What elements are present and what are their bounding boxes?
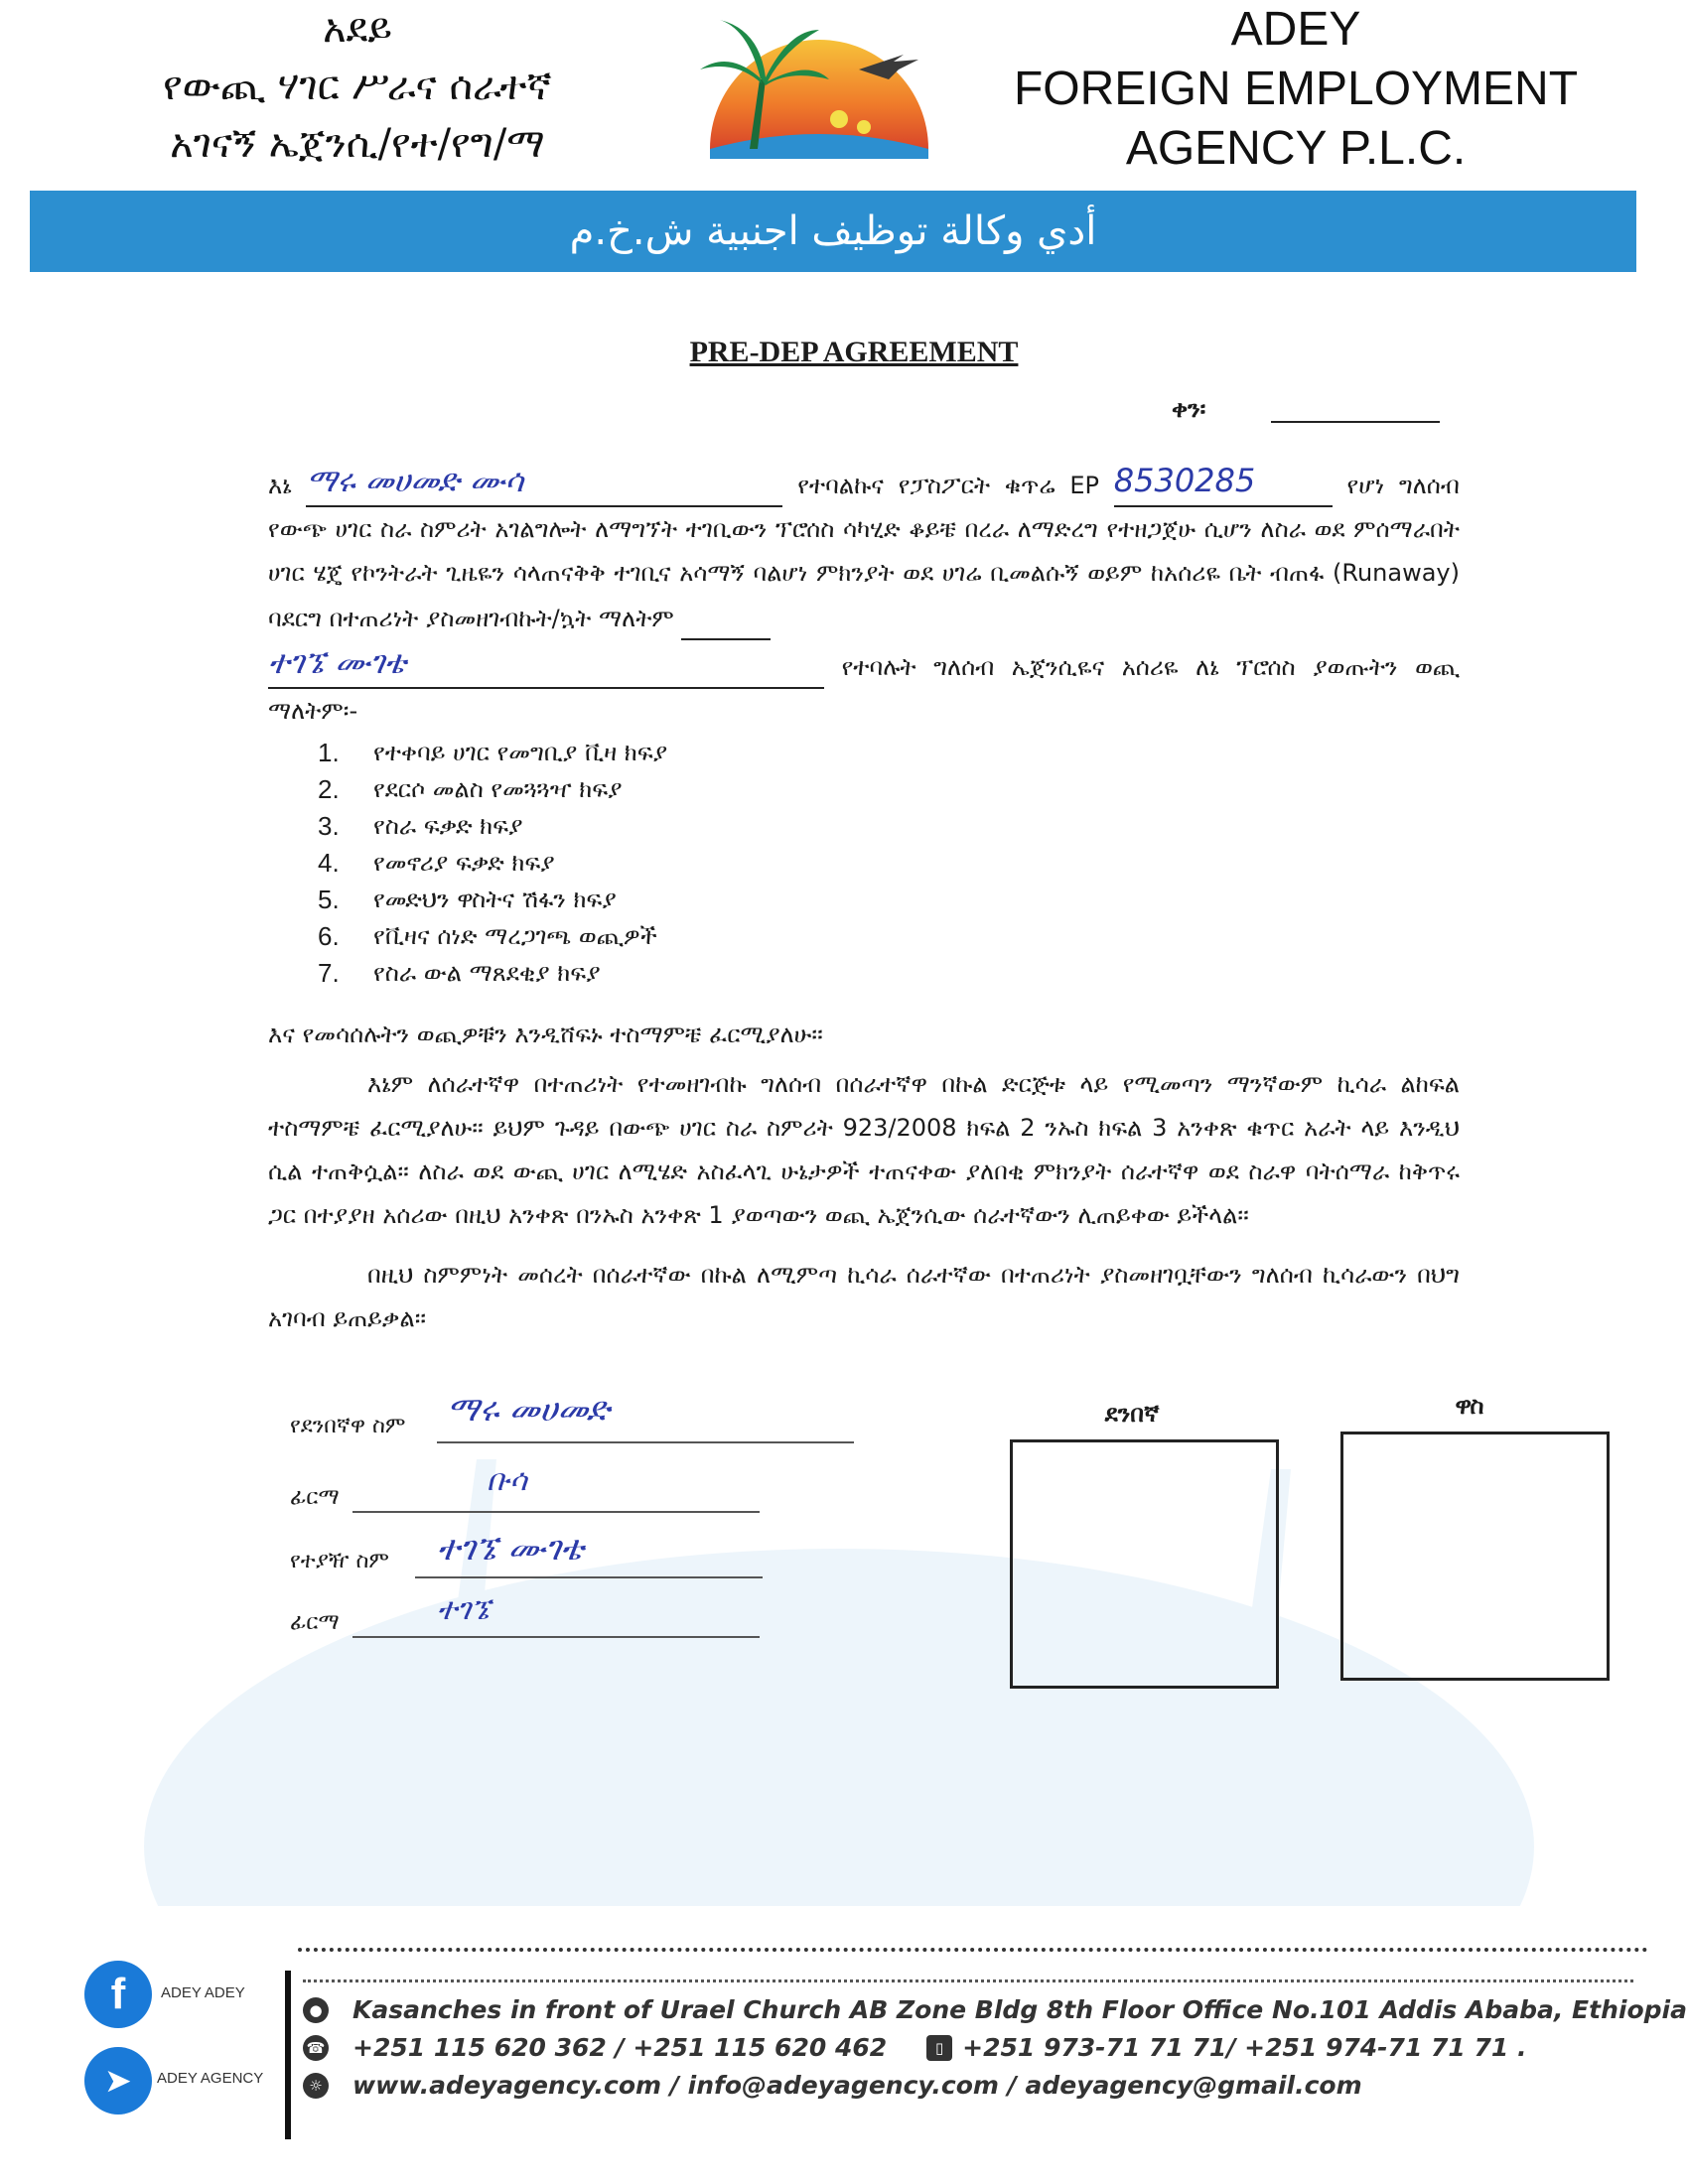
cost-items-list — [318, 735, 667, 992]
agency-name-english — [978, 0, 1614, 179]
list-item — [318, 771, 667, 808]
item-number: 2. — [318, 774, 340, 804]
footer-web-row — [303, 2071, 1362, 2100]
client-signature-line — [352, 1511, 760, 1513]
client-name-handwritten: ማሩ መሀመድ — [447, 1390, 611, 1430]
list-item — [318, 845, 667, 882]
item-text: የቪዛና ሰነድ ማረጋገጫ ወጪዎች — [373, 922, 657, 950]
telegram-handle: ADEY AGENCY — [157, 2070, 264, 2087]
client-signature-handwritten: ቡሳ — [487, 1463, 527, 1498]
intro-body: የሆነ ግለሰብ የውጭ ሀገር ስራ ስምሪት አገልግሎት ለማግኘት ተገቢውን ፕሮሰስ ሳካሂድ ቆይቼ በረራ ለማድረግ የተዘጋጀሁ ሲሆን ለስራ ወደ ምሰማራበት ሀገር ሄጄ የኮንትራት ጊዜዬን ሳላጠናቅቅ ተገቢና አሳማኝ ባልሆነ ምክንያት ወደ ሀገሬ ቢመልሱኝ ወይም ከአሰሪዬ ቤት ብጠፋ (Runaway) ባደርግ በተጠሪነት ያስመዘገብኩት/ኳት ማለትም — [268, 472, 1460, 632]
item-text: የተቀባይ ሀገር የመግቢያ ቪዛ ክፍያ — [373, 739, 668, 766]
footer-divider — [298, 1948, 1648, 1952]
worker-name-field — [306, 459, 782, 507]
list-item — [318, 882, 667, 918]
guarantor-signature-line — [352, 1636, 760, 1638]
footer-vertical-bar — [285, 1971, 291, 2139]
footer-divider-inner — [303, 1979, 1633, 1982]
list-item — [318, 955, 667, 992]
footer-phones: +251 115 620 362 / +251 115 620 462 — [352, 2033, 888, 2062]
facebook-icon[interactable]: f — [84, 1961, 152, 2028]
amharic-line-3: አገናኝ ኤጀንሲ/የተ/የግ/ማ — [170, 121, 545, 167]
date-label: ቀን፡ — [1172, 395, 1206, 423]
client-name-label: የደንበኛዋ ስም — [290, 1414, 406, 1438]
intro-body-2: የተባሉት ግለሰብ ኤጀንሲዬና አሰሪዬ ለኔ ፕሮሰስ ያወጡትን ወጪ ማለትም፡- — [268, 653, 1460, 725]
phone-icon: ☎ — [303, 2035, 329, 2061]
guarantor-name-line — [415, 1576, 763, 1578]
footer-address-row — [303, 1995, 1687, 2024]
footer-mobiles: +251 973-71 71 71/ +251 974-71 71 71 . — [962, 2033, 1527, 2062]
client-signature-label: ፊርማ — [290, 1485, 340, 1510]
guarantor-signature-label: ፊርማ — [290, 1610, 340, 1635]
telegram-icon[interactable]: ➤ — [84, 2047, 152, 2115]
intro-after-name: የተባልኩና የፓስፖርት ቁጥሬ EP — [797, 472, 1099, 499]
guarantor-photo-box — [1340, 1432, 1610, 1681]
palm-sunset-logo — [690, 0, 948, 189]
facebook-handle: ADEY ADEY — [161, 1984, 245, 2001]
item-text: የስራ ውል ማጸደቂያ ክፍያ — [373, 959, 601, 987]
item-number: 3. — [318, 811, 340, 841]
intro-prefix: እኔ — [268, 472, 292, 499]
arabic-name-text: أدي وكالة توظيف اجنبية ش.خ.م — [569, 208, 1097, 254]
amharic-line-1: አደይ — [323, 6, 392, 52]
worker-name-handwritten: ማሩ መሀመድ ሙሳ — [306, 462, 524, 499]
client-photo-label: ደንበኛ — [1104, 1400, 1160, 1428]
item-number: 5. — [318, 885, 340, 914]
english-line-1: ADEY — [1230, 3, 1361, 56]
list-item — [318, 918, 667, 955]
guarantor-photo-label: ዋስ — [1455, 1392, 1484, 1420]
guarantor-field — [268, 640, 824, 689]
document-title: PRE-DEP AGREEMENT — [689, 336, 1019, 368]
item-text: የስራ ፍቃድ ክፍያ — [373, 812, 523, 840]
item-text: የመኖሪያ ፍቃድ ክፍያ — [373, 849, 555, 877]
guarantor-name-handwritten: ተገኜ ሙገቴ — [437, 1529, 584, 1569]
footer-address: Kasanches in front of Urael Church AB Zone Bldg 8th Floor Office No.101 Addis Ababa, Ethiopia — [352, 1995, 1687, 2024]
agency-name-amharic — [60, 0, 655, 173]
passport-handwritten: 8530285 — [1113, 462, 1256, 499]
item-number: 6. — [318, 921, 340, 951]
guarantor-name-label: የተያዥ ስም — [290, 1549, 389, 1573]
footer-phone-row — [303, 2033, 1527, 2062]
client-name-line — [437, 1441, 854, 1443]
item-number: 1. — [318, 738, 340, 767]
agreement-basis-paragraph: በዚህ ስምምነት መሰረት በሰራተኛው በኩል ለሚምጣ ኪሳራ ሰራተኛው በተጠሪነት ያስመዘገቧቸውን ግለሰብ ኪሳራውን በህግ አገባብ ይጠይቃል፡፡ — [268, 1261, 1460, 1332]
location-icon: ● — [303, 1997, 329, 2023]
guarantor-signature-handwritten: ተገኜ — [437, 1592, 491, 1627]
english-line-2: FOREIGN EMPLOYMENT — [1013, 63, 1579, 115]
list-item — [318, 808, 667, 845]
after-list-text: እና የመሳሰሉትን ወጪዎቹን እንዲሸፍኑ ተስማምቼ ፈርሚያለሁ፡፡ — [268, 1021, 823, 1048]
amharic-line-2: የውጪ ሃገር ሥራና ሰራተኛ — [163, 64, 552, 109]
guarantor-handwritten: ተገኜ ሙገቴ — [268, 643, 406, 681]
arabic-name-banner — [30, 191, 1636, 272]
english-line-3: AGENCY P.L.C. — [1125, 122, 1467, 175]
globe-icon: ☼ — [303, 2073, 329, 2099]
item-text: የመድህን ዋስትና ሽፋን ክፍያ — [373, 886, 617, 913]
passport-field — [1114, 459, 1333, 507]
mobile-icon: ▯ — [926, 2035, 952, 2061]
liability-paragraph: እኔም ለሰራተኛዋ በተጠሪነት የተመዘገብኩ ግለሰብ በሰራተኛዋ በኩል ድርጅቱ ላይ የሚመጣን ማንኛውም ኪሳራ ልከፍል ተስማምቼ ፈርሚያለሁ፡፡ ይህም ጉዳይ በውጭ ሀገር ስራ ስምሪት 923/2008 ክፍል 2 ንኡስ ክፍል 3 አንቀጽ ቁጥር አራት ላይ እንዲህ ሲል ተጠቅሷል፡፡ ለስራ ወደ ውጪ ሀገር ለሚሄድ አስፈላጊ ሁኔታዎች ተጠናቀው ያለበቂ ምክንያት ሰራተኛዋ ወደ ስራዋ ባትሰማራ ከቅጥሩ ጋር በተያያዘ አሰሪው በዚህ አንቀጽ በንኡስ አንቀጽ 1 ያወጣውን ወጪ ኤጀንሲው ሰራተኛውን ሊጠይቀው ይችላል፡፡ — [268, 1070, 1460, 1229]
item-number: 7. — [318, 958, 340, 988]
item-text: የደርሶ መልስ የመጓጓዣ ክፍያ — [373, 775, 623, 803]
item-number: 4. — [318, 848, 340, 878]
footer-web-email[interactable]: www.adeyagency.com / info@adeyagency.com / adeyagency@gmail.com — [352, 2071, 1362, 2100]
runaway-blank — [681, 595, 771, 640]
list-item — [318, 735, 667, 771]
date-field-line — [1271, 421, 1440, 423]
client-photo-box — [1010, 1439, 1279, 1689]
agreement-intro — [268, 459, 1460, 733]
